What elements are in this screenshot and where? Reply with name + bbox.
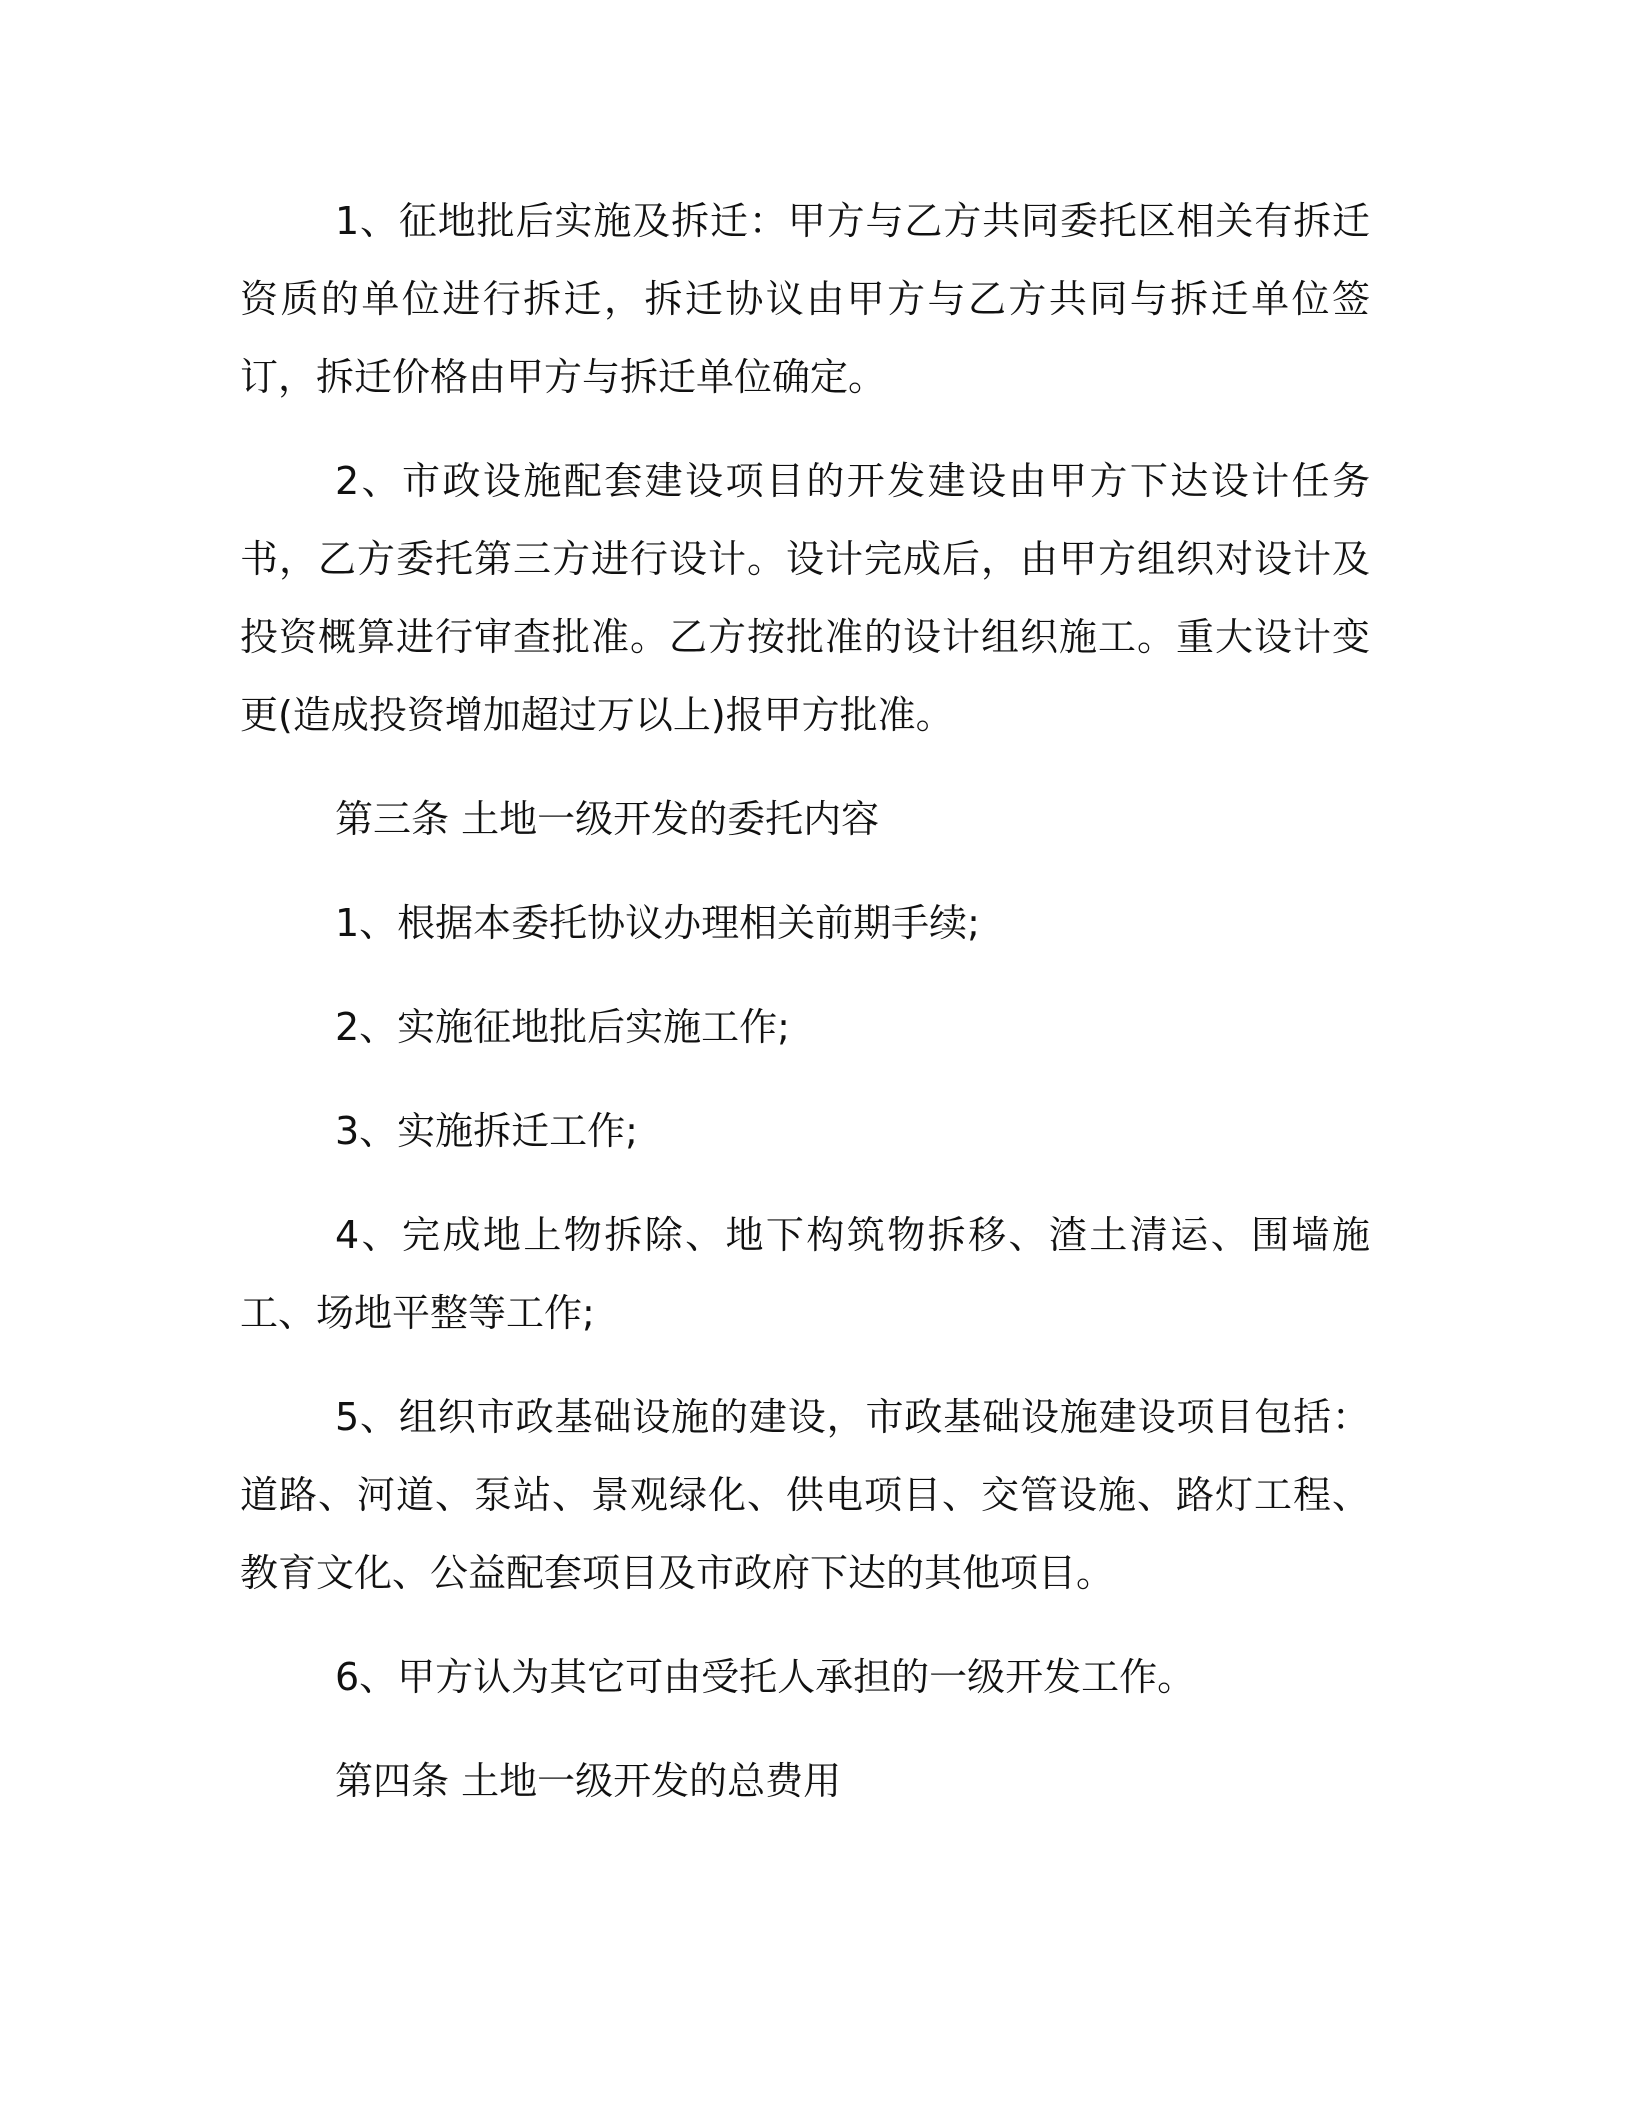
paragraph-demolition: 1、征地批后实施及拆迁：甲方与乙方共同委托区相关有拆迁资质的单位进行拆迁，拆迁协议由甲方与乙方共同与拆迁单位签订，拆迁价格由甲方与拆迁单位确定。 — [240, 199, 1370, 399]
list-item-4: 4、完成地上物拆除、地下构筑物拆移、渣土清运、围墙施工、场地平整等工作; — [240, 1213, 1370, 1335]
document-body — [240, 182, 1370, 1846]
list-item-2: 2、实施征地批后实施工作; — [335, 1005, 790, 1049]
section-heading-article-3: 第三条 土地一级开发的委托内容 — [335, 797, 880, 841]
list-item-1: 1、根据本委托协议办理相关前期手续; — [335, 901, 980, 945]
section-heading-article-4: 第四条 土地一级开发的总费用 — [335, 1759, 842, 1803]
list-item-5: 5、组织市政基础设施的建设，市政基础设施建设项目包括：道路、河道、泵站、景观绿化、供电项目、交管设施、路灯工程、教育文化、公益配套项目及市政府下达的其他项目。 — [240, 1395, 1370, 1595]
list-item-6: 6、甲方认为其它可由受托人承担的一级开发工作。 — [335, 1655, 1196, 1699]
list-item-3: 3、实施拆迁工作; — [335, 1109, 638, 1153]
paragraph-municipal-design: 2、市政设施配套建设项目的开发建设由甲方下达设计任务书，乙方委托第三方进行设计。设计完成后，由甲方组织对设计及投资概算进行审查批准。乙方按批准的设计组织施工。重大设计变更(造成投资增加超过万以上)报甲方批准。 — [240, 459, 1370, 737]
